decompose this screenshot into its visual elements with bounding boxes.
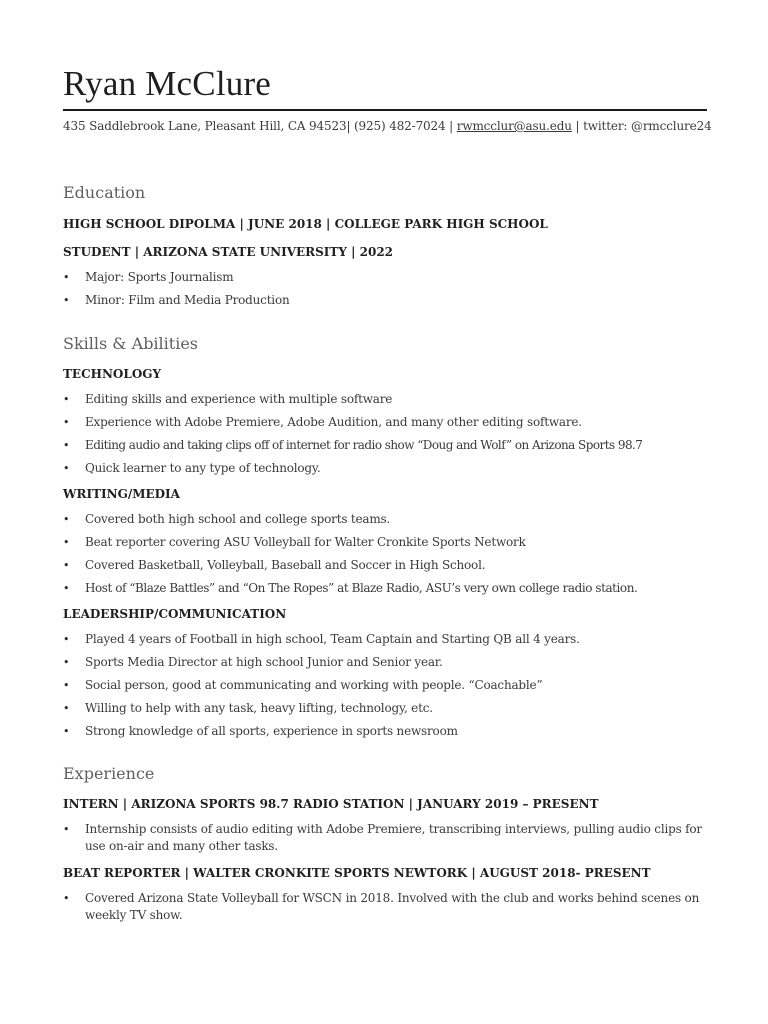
bullet-glyph: •	[63, 462, 70, 475]
list-item: • Covered both high school and college sports teams.	[63, 512, 391, 526]
resume-name: Ryan McClure	[63, 64, 272, 103]
bullet-glyph: •	[63, 416, 70, 429]
contact-line	[63, 119, 723, 133]
bullet-glyph: •	[63, 536, 70, 549]
experience-heading: Experience	[63, 764, 155, 783]
list-item: • Internship consists of audio editing with Adobe Premiere, transcribing interviews, pulling audio clips for use on-air and many other tasks.	[63, 822, 702, 853]
bullet-glyph: •	[63, 294, 70, 307]
bullet-glyph: •	[63, 513, 70, 526]
contact-twitter: | twitter: @rmcclure24	[571, 119, 712, 133]
bullet-glyph: •	[63, 679, 70, 692]
skills-group-heading: LEADERSHIP/COMMUNICATION	[63, 607, 287, 621]
list-item: • Strong knowledge of all sports, experience in sports newsroom	[63, 724, 458, 738]
list-item: • Played 4 years of Football in high school, Team Captain and Starting QB all 4 years.	[63, 632, 580, 646]
list-item: • Beat reporter covering ASU Volleyball for Walter Cronkite Sports Network	[63, 535, 526, 549]
bullet-glyph: •	[63, 702, 70, 715]
bullet-glyph: •	[63, 439, 70, 452]
skills-group-heading: TECHNOLOGY	[63, 367, 162, 381]
list-item: • Editing audio and taking clips off of internet for radio show “Doug and Wolf” on Arizona Sports 98.7	[63, 438, 643, 452]
list-item: • Minor: Film and Media Production	[63, 293, 290, 307]
bullet-glyph: •	[63, 271, 70, 284]
list-item: • Editing skills and experience with multiple software	[63, 392, 393, 406]
education-entry: HIGH SCHOOL DIPOLMA | JUNE 2018 | COLLEGE PARK HIGH SCHOOL	[63, 217, 548, 231]
education-heading: Education	[63, 183, 146, 202]
bullet-glyph: •	[63, 559, 70, 572]
list-item: • Experience with Adobe Premiere, Adobe Audition, and many other editing software.	[63, 415, 582, 429]
bullet-glyph: •	[63, 725, 70, 738]
bullet-glyph: •	[63, 656, 70, 669]
header-divider	[63, 109, 707, 111]
skills-group-heading: WRITING/MEDIA	[63, 487, 180, 501]
bullet-glyph: •	[63, 823, 70, 836]
skills-heading: Skills & Abilities	[63, 334, 199, 353]
list-item: • Willing to help with any task, heavy lifting, technology, etc.	[63, 701, 433, 715]
list-item: • Social person, good at communicating and working with people. “Coachable”	[63, 678, 543, 692]
bullet-glyph: •	[63, 582, 70, 595]
job-heading: INTERN | ARIZONA SPORTS 98.7 RADIO STATION | JANUARY 2019 – PRESENT	[63, 797, 599, 811]
list-item: • Covered Basketball, Volleyball, Baseball and Soccer in High School.	[63, 558, 486, 572]
job-heading: BEAT REPORTER | WALTER CRONKITE SPORTS NEWTORK | AUGUST 2018- PRESENT	[63, 866, 651, 880]
email-link[interactable]: rwmcclur@asu.edu	[456, 119, 572, 133]
bullet-glyph: •	[63, 892, 70, 905]
bullet-glyph: •	[63, 633, 70, 646]
education-entry: STUDENT | ARIZONA STATE UNIVERSITY | 2022	[63, 245, 394, 259]
list-item: • Major: Sports Journalism	[63, 270, 234, 284]
list-item: • Sports Media Director at high school Junior and Senior year.	[63, 655, 443, 669]
list-item: • Covered Arizona State Volleyball for WSCN in 2018. Involved with the club and works behind scenes on weekly TV show.	[63, 891, 700, 922]
contact-address-phone: 435 Saddlebrook Lane, Pleasant Hill, CA 94523| (925) 482-7024 |	[63, 119, 457, 133]
list-item: • Host of “Blaze Battles” and “On The Ropes” at Blaze Radio, ASU’s very own college radio station.	[63, 581, 638, 595]
bullet-glyph: •	[63, 393, 70, 406]
list-item: • Quick learner to any type of technology.	[63, 461, 321, 475]
